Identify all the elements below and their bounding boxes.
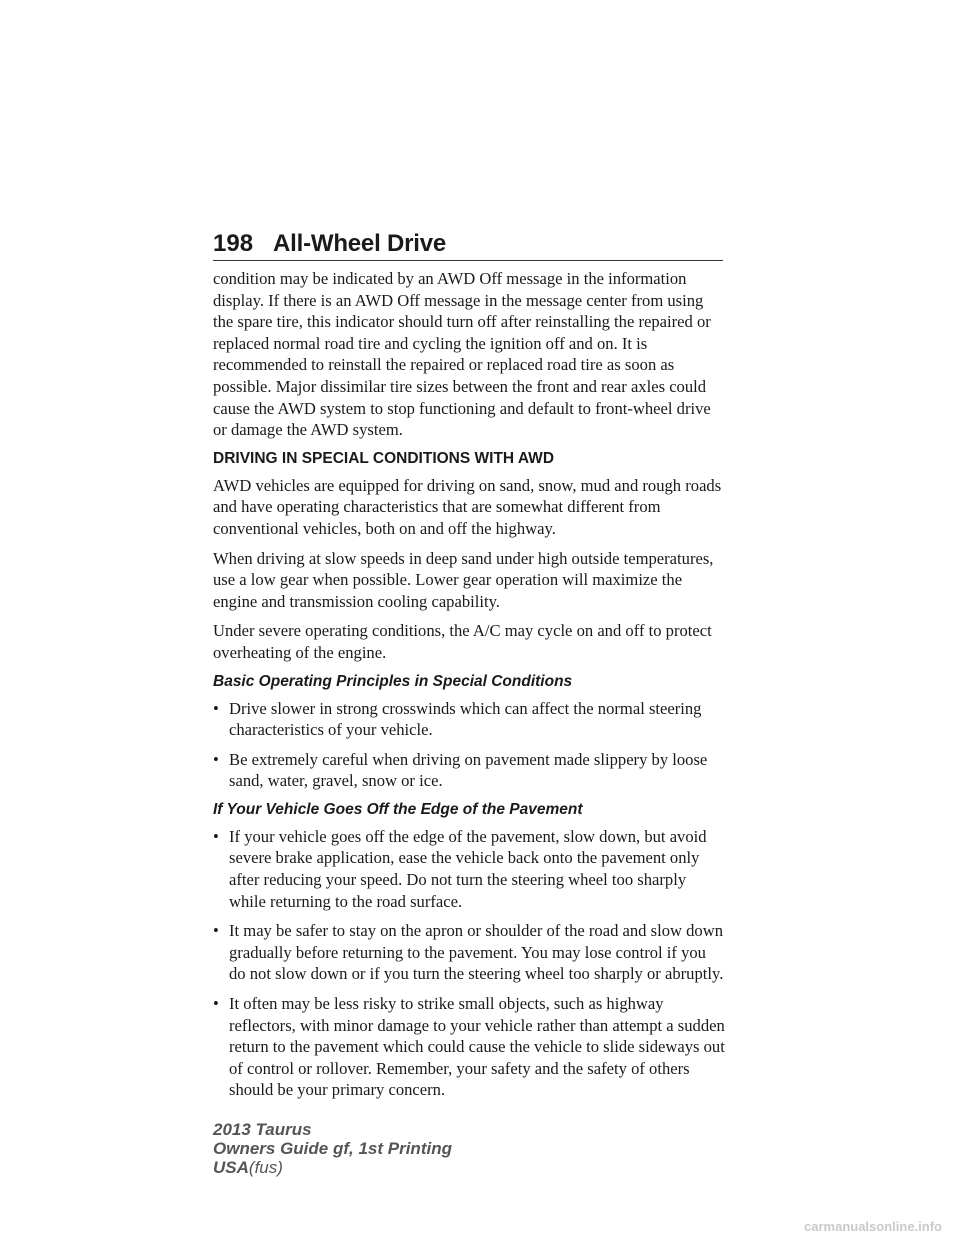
list-item — [213, 993, 725, 1101]
section-paragraph: AWD vehicles are equipped for driving on sand, snow, mud and rough roads and have operating characteristics that are somewhat different from conventional vehicles, both on and off the highway. — [213, 475, 722, 538]
watermark-link[interactable]: carmanualsonline.info — [804, 1219, 942, 1234]
page-header — [213, 230, 723, 261]
list-item-text: It often may be less risky to strike small objects, such as highway reflectors, with minor damage to your vehicle rather than attempt a sudden return to the pavement which could cause the vehicle to slide sideways out of control or rollover. Remember, your safety and the safety of others should be your primary concern. — [229, 994, 725, 1100]
bullet-icon: • — [213, 826, 219, 846]
list-item-text: It may be safer to stay on the apron or shoulder of the road and slow down gradually before returning to the pavement. You may lose control if you do not slow down or if you turn the steering wheel too sharply or abruptly. — [229, 921, 724, 984]
list-item-text: If your vehicle goes off the edge of the pavement, slow down, but avoid severe brake application, ease the vehicle back onto the pavement only after reducing your speed. Do not turn the steering wheel too sharply while returning to the road surface. — [229, 826, 707, 911]
list-item-text: Be extremely careful when driving on pavement made slippery by loose sand, water, gravel, snow or ice. — [229, 749, 708, 791]
footer-model: 2013 Taurus — [213, 1120, 312, 1139]
list-item — [213, 749, 725, 792]
section-paragraph: When driving at slow speeds in deep sand under high outside temperatures, use a low gear when possible. Lower gear operation will maximize the engine and transmission cooling capability. — [213, 548, 714, 611]
subsection-heading-basic-principles: Basic Operating Principles in Special Conditions — [213, 672, 573, 690]
section-paragraph: Under severe operating conditions, the A/C may cycle on and off to protect overheating of the engine. — [213, 621, 712, 662]
footer-region — [213, 1158, 452, 1177]
page-number: 198 — [213, 230, 254, 257]
bullet-icon: • — [213, 698, 219, 718]
footer-country: USA — [213, 1158, 249, 1177]
bullet-icon: • — [213, 921, 219, 941]
bullet-icon: • — [213, 749, 219, 769]
list-item — [213, 920, 725, 985]
footer-region-code: (fus) — [248, 1158, 283, 1177]
intro-paragraph: condition may be indicated by an AWD Off message in the information display. If there is an AWD Off message in the message center from using the spare tire, this indicator should turn off after reinstalling the repaired or replaced normal road tire and cycling the ignition off and on. It is recommended to reinstall the repaired or replaced road tire as soon as possible. Major dissimilar tire sizes between the front and rear axles could cause the AWD system to stop functioning and default to front-wheel drive or damage the AWD system. — [213, 269, 711, 440]
bullet-icon: • — [213, 994, 219, 1014]
page-content — [213, 268, 725, 1109]
section-heading: DRIVING IN SPECIAL CONDITIONS WITH AWD — [213, 449, 555, 467]
list-item — [213, 698, 725, 741]
chapter-title: All-Wheel Drive — [273, 230, 447, 257]
list-item — [213, 826, 725, 912]
subsection-heading-off-pavement: If Your Vehicle Goes Off the Edge of the Pavement — [213, 800, 583, 818]
page-footer — [213, 1120, 452, 1177]
footer-guide: Owners Guide gf, 1st Printing — [213, 1139, 452, 1158]
list-item-text: Drive slower in strong crosswinds which can affect the normal steering characteristics of your vehicle. — [229, 698, 702, 740]
